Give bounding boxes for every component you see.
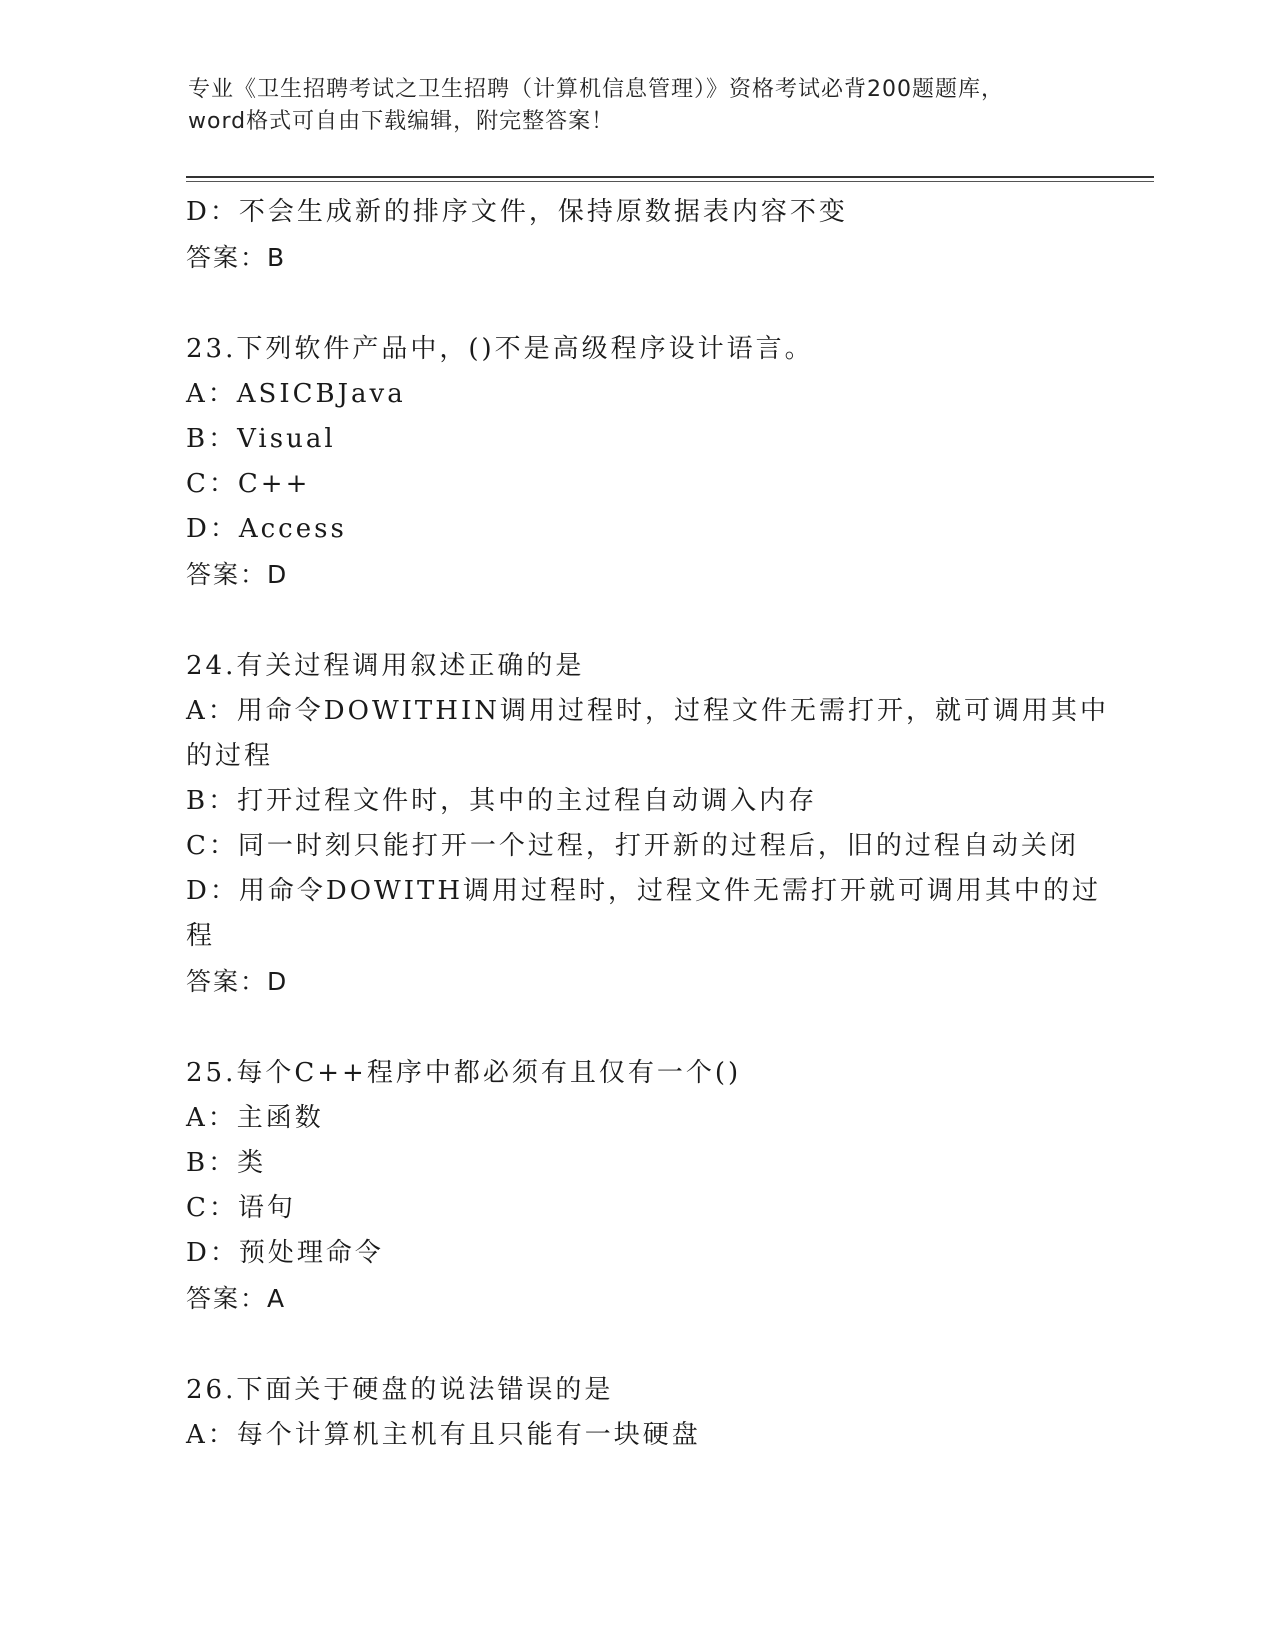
option-a-line-1: A：用命令DOWITHIN调用过程时，过程文件无需打开，就可调用其中 — [186, 696, 1109, 726]
option-c: C：同一时刻只能打开一个过程，打开新的过程后，旧的过程自动关闭 — [186, 831, 1079, 861]
header-line-2: word格式可自由下载编辑，附完整答案！ — [188, 109, 615, 134]
option-a-line-2: 的过程 — [186, 741, 274, 771]
option-a: A：每个计算机主机有且只能有一块硬盘 — [186, 1420, 701, 1450]
option-d: D：预处理命令 — [186, 1238, 384, 1268]
question-25 — [186, 1051, 1086, 1321]
question-text: 24.有关过程调用叙述正确的是 — [186, 651, 585, 681]
document-header — [188, 74, 1088, 138]
option-b: B：类 — [186, 1148, 267, 1178]
question-text: 25.每个C++程序中都必须有且仅有一个() — [186, 1058, 742, 1088]
option-b: B：Visual — [186, 424, 336, 454]
option-a: A：主函数 — [186, 1103, 324, 1133]
option-a: A：ASICBJava — [186, 379, 406, 409]
question-26 — [186, 1368, 1086, 1458]
answer: 答案：D — [186, 560, 289, 589]
prev-option-d: D：不会生成新的排序文件，保持原数据表内容不变 — [186, 197, 848, 227]
question-text: 23.下列软件产品中，()不是高级程序设计语言。 — [186, 334, 814, 364]
option-b: B：打开过程文件时，其中的主过程自动调入内存 — [186, 786, 818, 816]
option-c: C：C++ — [186, 469, 311, 499]
option-c: C：语句 — [186, 1193, 296, 1223]
answer: 答案：A — [186, 1284, 287, 1313]
question-24 — [186, 644, 1109, 1004]
prev-answer: 答案：B — [186, 243, 287, 272]
question-list — [186, 190, 1109, 1458]
option-d-line-2: 程 — [186, 921, 216, 951]
answer: 答案：D — [186, 967, 289, 996]
header-divider-thick — [186, 176, 1154, 178]
option-d: D：Access — [186, 514, 347, 544]
header-line-1: 专业《卫生招聘考试之卫生招聘（计算机信息管理）》资格考试必背200题题库， — [188, 77, 1004, 102]
question-text: 26.下面关于硬盘的说法错误的是 — [186, 1375, 614, 1405]
question-23 — [186, 327, 1086, 597]
header-divider-thin — [186, 181, 1154, 182]
option-d-line-1: D：用命令DOWITH调用过程时，过程文件无需打开就可调用其中的过 — [186, 876, 1102, 906]
